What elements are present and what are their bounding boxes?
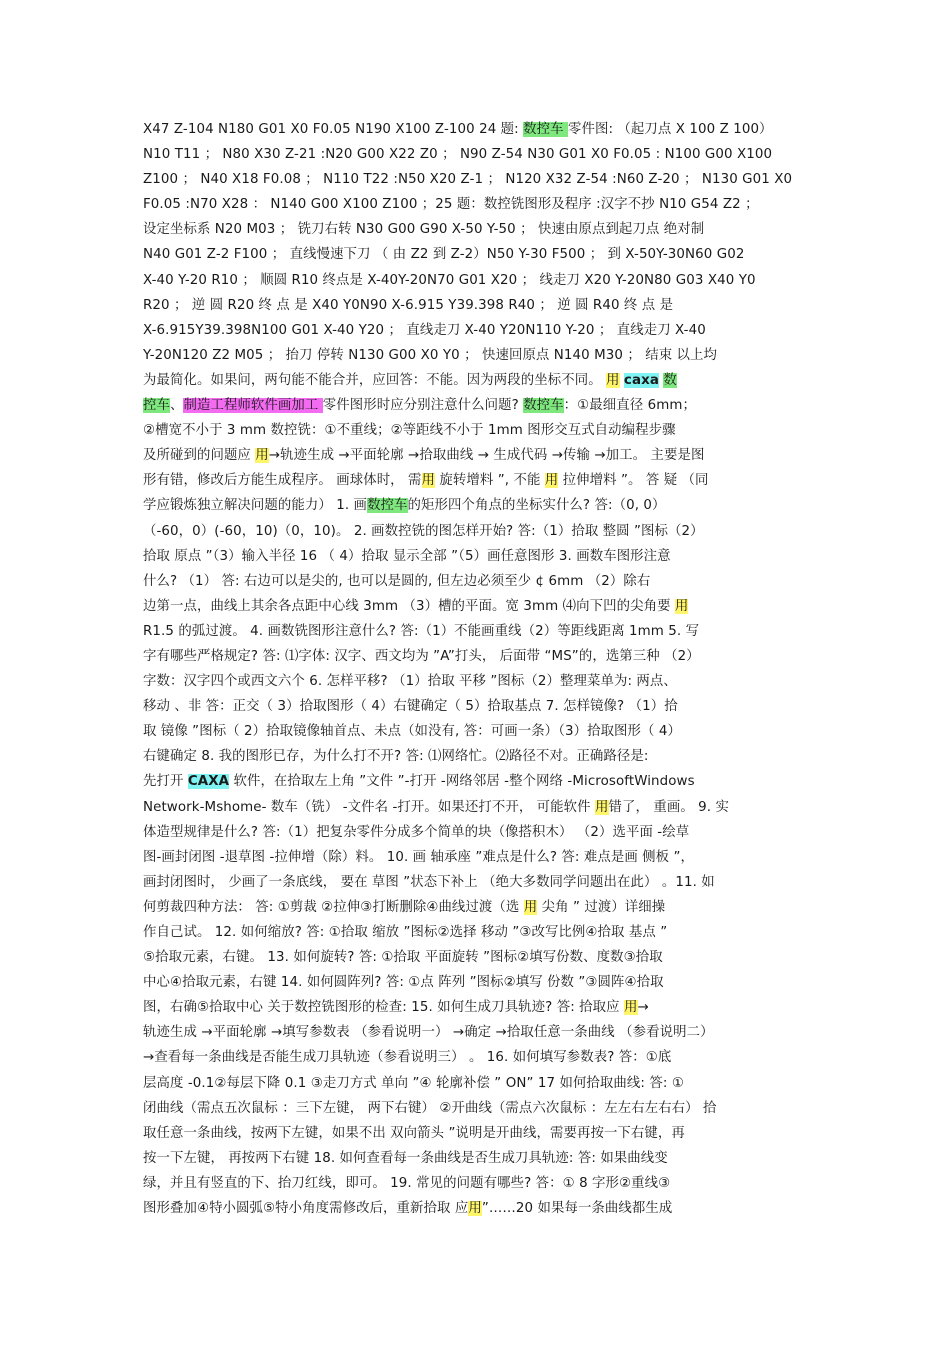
text-segment: 绿，并且有竖直的下、抬刀红线，即可。 19. 常见的问题有哪些? 答：① 8 字形②重线③ [143,1175,671,1191]
text-segment: 作自己试。 12. 如何缩放? 答: ①拾取 缩放 ”图标②选择 移动 ”③改写比例④拾取 基点 ” [143,925,668,940]
text-segment: 零件图形时应分别注意什么问题? [322,398,524,414]
text-segment: 先打开 [143,774,188,790]
text-line [143,920,815,945]
highlighted-term: 用 [468,1201,482,1217]
text-segment: 、 [169,398,184,414]
highlighted-term: CAXA [187,774,230,790]
highlighted-term: 用 [544,473,559,489]
highlighted-term: caxa [623,372,659,388]
highlighted-term: 用 [674,598,689,614]
text-segment: 何剪裁四种方法： 答: ①剪裁 ②拉伸③打断删除④曲线过渡（选 [143,899,524,915]
text-line [143,167,815,192]
text-segment: 旋转增料 ”, 不能 [435,473,545,489]
text-line [143,1096,815,1121]
text-line [143,870,815,895]
highlighted-term: 用 [595,799,609,815]
text-segment: 字数：汉字四个或西文六个 6. 怎样平移? （1）拾取 平移 ”图标（2）整理菜单为: 两点、 [143,674,677,690]
text-segment: X-6.915Y39.398N100 G01 X-40 Y20 ； 直线走刀 X-40 Y20N110 Y-20 ； 直线走刀 X-40 [143,322,706,338]
text-line [143,845,815,870]
highlighted-term: 制造工程师软件画加工 [183,398,323,414]
text-line [143,368,815,393]
text-segment: X-40 Y-20 R10 ； 顺圆 R10 终点是 X-40Y-20N70 G01 X20 ； 线走刀 X20 Y-20N80 G03 X40 Y0 [143,272,756,288]
text-segment: 为最简化。如果问，两句能不能合并，应回答：不能。因为两段的坐标不同。 [143,372,607,388]
highlighted-term: 控车 [143,398,170,414]
text-segment: 字有哪些严格规定? 答: ⑴字体: 汉字、西文均为 ”A”打头， 后面带 “MS”的，选第三种 （2） [143,648,700,664]
text-line [143,343,815,368]
text-segment: （-60，0）(-60，10)（0，10)。 2. 画数控铣的图怎样开始? 答:（1）拾取 整圆 ”图标（2） [143,523,704,539]
text-line [143,117,815,142]
highlighted-term: 数控车 [523,398,564,414]
text-segment: 尖角 ” 过渡）详细操 [537,899,666,915]
highlighted-term: 数控车 [367,498,408,514]
text-line [143,769,815,794]
text-segment: Y-20N120 Z2 M05 ； 抬刀 停转 N130 G00 X0 Y0 ； 快速回原点 N140 M30 ； 结束 以上均 [143,347,718,363]
text-line [143,142,815,167]
text-line [143,719,815,744]
text-segment: 学应锻炼独立解决问题的能力） 1. 画 [143,498,368,514]
text-segment: 取 镜像 ”图标（ 2）拾取镜像轴首点、未点（如没有, 答：可画一条）（3）拾取图形（ 4） [143,724,681,740]
text-segment: 拉伸增料 ”。 答 疑 （同 [558,473,709,489]
text-line [143,569,815,594]
text-line [143,468,815,493]
highlighted-term: 用 [624,1000,638,1016]
text-line [143,293,815,318]
text-line [143,1196,815,1221]
text-line [143,393,815,418]
text-line [143,644,815,669]
text-segment: 移动 、非 答：正交（ 3）拾取图形（ 4）右键确定（ 5）拾取基点 7. 怎样镜像? （1）拾 [143,699,678,715]
text-line [143,418,815,443]
text-segment: R20 ； 逆 圆 R20 终 点 是 X40 Y0N90 X-6.915 Y39.398 R40 ； 逆 圆 R40 终 点 是 [143,297,674,313]
text-segment: Z100 ； N40 X18 F0.08 ； N110 T22 :N50 X20 Z-1 ； N120 X32 Z-54 :N60 Z-20 ； N130 G01 X0 [143,172,793,188]
text-segment: →查看每一条曲线是否能生成刀具轨迹（参看说明三） 。 16. 如何填写参数表? 答：①底 [143,1050,672,1066]
text-line [143,242,815,267]
text-line [143,945,815,970]
text-segment: 图，右确⑤拾取中心 关于数控铣图形的检查: 15. 如何生成刀具轨迹? 答: 拾取应 [143,1000,624,1016]
text-segment: ”……20 如果每一条曲线都生成 [481,1201,673,1217]
text-line [143,820,815,845]
text-segment: 软件，在拾取左上角 ”文件 ”-打开 -网络邻居 -整个网络 -MicrosoftWindows [229,774,695,790]
text-segment: 中心④拾取元素，右键 14. 如何圆阵列? 答: ①点 阵列 ”图标②填写 份数 ”③圆阵④拾取 [143,975,664,991]
text-segment: 形有错，修改后方能生成程序。 画球体时， 需 [143,473,422,489]
text-segment: R1.5 的弧过渡。 4. 画数铣图形注意什么? 答:（1）不能画重线（2）等距线距离 1mm 5. 写 [143,623,700,639]
text-segment: 按一下左键， 再按两下右键 18. 如何查看每一条曲线是否生成刀具轨迹: 答: 如果曲线变 [143,1150,668,1166]
body-text [143,117,815,1221]
text-line [143,895,815,920]
text-segment: F0.05 :N70 X28 ： N140 G00 X100 Z100 ；25 题：数控铣图形及程序 :汉字不抄 N10 G54 Z2 ； [143,197,759,213]
text-segment: 图形叠加④特小圆弧⑤特小角度需修改后，重新拾取 应 [143,1201,469,1217]
highlighted-term: 用 [421,473,436,489]
text-line [143,519,815,544]
text-segment: → [637,1000,649,1016]
text-line [143,970,815,995]
text-segment: X47 Z-104 N180 G01 X0 F0.05 N190 X100 Z-100 24 题: [143,122,524,137]
text-segment: 闭曲线（需点五次鼠标 ：三下左键， 两下右键） ②开曲线（需点六次鼠标 ：左左右左右右） 拾 [143,1100,717,1116]
text-segment: Network-Mshome- 数车（铣） -文件名 -打开。如果还打不开， 可能软件 [143,799,596,815]
highlighted-term: 用 [255,448,269,464]
text-segment: N40 G01 Z-2 F100 ； 直线慢速下刀 （ 由 Z2 到 Z-2）N50 Y-30 F500 ； 到 X-50Y-30N60 G02 [143,247,745,263]
text-line [143,1146,815,1171]
text-line [143,443,815,468]
text-line [143,493,815,518]
text-line [143,1121,815,1146]
highlighted-term: 用 [606,372,620,388]
text-line [143,217,815,242]
text-line [143,995,815,1020]
text-segment: 轨迹生成 →平面轮廓 →填写参数表 （参看说明一） →确定 →拾取任意一条曲线 （参看说明二） [143,1025,714,1041]
text-line [143,795,815,820]
text-line [143,318,815,343]
text-segment: 右键确定 8. 我的图形已存，为什么打不开? 答: ⑴网络忙。⑵路径不对。正确路径是: [143,749,649,765]
text-segment: 错了， 重画。 9. 实 [608,799,729,815]
text-line [143,268,815,293]
highlighted-term: 数 [663,372,677,388]
text-line [143,1045,815,1070]
text-segment: 图-画封闭图 -退草图 -拉伸增（除）料。 10. 画 轴承座 ”难点是什么? 答: 难点是画 侧板 ”， [143,849,695,865]
text-segment: →轨迹生成 →平面轮廓 →拾取曲线 → 生成代码 →传输 →加工。 主要是图 [268,448,705,464]
text-segment: 边第一点，曲线上其余各点距中心线 3mm （3）槽的平面。宽 3mm ⑷向下凹的尖角要 [143,598,675,614]
text-segment: 什么? （1） 答: 右边可以是尖的, 也可以是圆的, 但左边必须至少 ¢ 6mm （2）除右 [143,573,651,589]
highlighted-term: 用 [523,899,538,915]
text-line [143,192,815,217]
text-line [143,544,815,569]
text-segment: 拾取 原点 ”（3）输入半径 16 （ 4）拾取 显示全部 ”（5）画任意图形 3. 画数车图形注意 [143,548,671,564]
text-segment: N10 T11 ； N80 X30 Z-21 :N20 G00 X22 Z0 ； N90 Z-54 N30 G01 X0 F0.05 : N100 G00 X100 [143,147,773,163]
text-line [143,1171,815,1196]
text-line [143,744,815,769]
text-line [143,619,815,644]
text-segment: ②槽宽不小于 3 mm 数控铣：①不重线；②等距线不小于 1mm 图形交互式自动编程步骤 [143,423,676,439]
highlighted-term: 数控车 [523,122,568,137]
text-segment: 取任意一条曲线，按两下左键，如果不出 双向箭头 ”说明是开曲线，需要再按一下右键，再 [143,1125,685,1141]
text-segment: 零件图: （起刀点 X 100 Z 100） [567,122,773,137]
text-segment: ⑤拾取元素，右键。 13. 如何旋转? 答: ①拾取 平面旋转 ”图标②填写份数、度数③拾取 [143,950,663,966]
text-line [143,594,815,619]
text-segment: 设定坐标系 N20 M03 ； 铣刀右转 N30 G00 G90 X-50 Y-50 ； 快速由原点到起刀点 绝对制 [143,222,705,238]
text-line [143,669,815,694]
text-line [143,1071,815,1096]
text-segment: 体造型规律是什么? 答:（1）把复杂零件分成多个简单的块（像搭积木） （2）选平面 -绘草 [143,824,690,840]
text-segment: 层高度 -0.1②每层下降 0.1 ③走刀方式 单向 ”④ 轮廓补偿 ” ON” 17 如何拾取曲线: 答: ① [143,1075,684,1091]
text-line [143,694,815,719]
text-segment: 画封闭图时， 少画了一条底线， 要在 草图 ”状态下补上 （绝大多数同学问题出在此） 。11. 如 [143,874,715,890]
text-line [143,1020,815,1045]
text-segment: 及所碰到的问题应 [143,448,256,464]
text-segment: 的矩形四个角点的坐标实什么? 答:（0, 0） [407,498,666,514]
text-segment: ：①最细直径 6mm； [563,398,696,414]
